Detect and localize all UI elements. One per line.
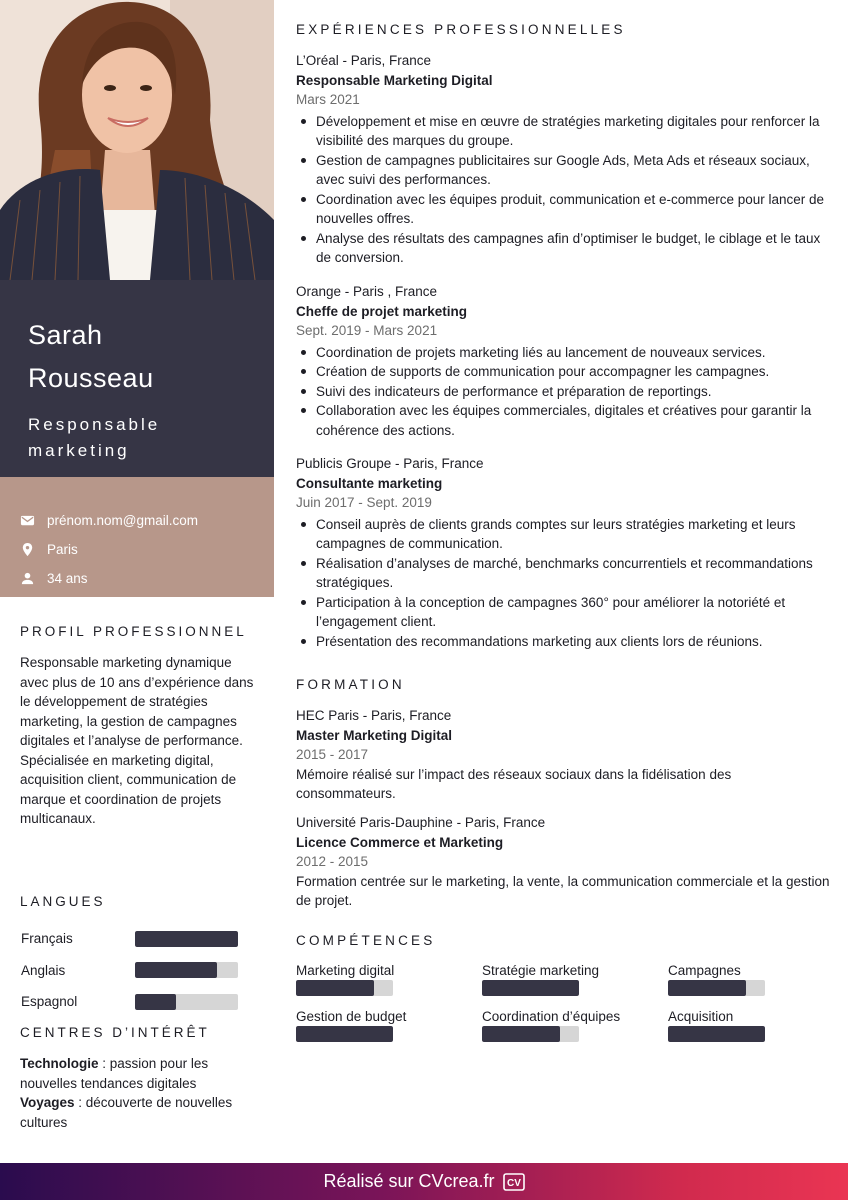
profile-text: Responsable marketing dynamique avec plus de 10 ans d’expérience dans le développement de stratégies marketing, la gestion de campagnes digitales et l’analyse de performance. Spécialisée en marketing digital, acquisition client, communication de marque et coordination de projets multicanaux. — [20, 655, 254, 826]
skill-level-bar — [296, 980, 393, 996]
contact-age — [20, 564, 274, 593]
bullet-item: Développement et mise en œuvre de stratégies marketing digitales pour renforcer la visibilité des marques du groupe. — [296, 112, 832, 151]
contact-email[interactable] — [20, 506, 274, 535]
bullet-item: Coordination de projets marketing liés au lancement de nouveaux services. — [296, 343, 832, 363]
profile-photo — [0, 0, 274, 280]
job-role: Responsable Marketing Digital — [296, 72, 493, 88]
interests-section — [20, 1025, 256, 1132]
bullet-item: Participation à la conception de campagnes 360° pour améliorer la notoriété et l’engagement client. — [296, 593, 832, 632]
interest-item — [20, 1093, 256, 1132]
language-name: Anglais — [21, 962, 66, 978]
skill-item — [668, 963, 808, 996]
age-text: 34 ans — [47, 571, 88, 586]
experience-entry — [296, 51, 832, 268]
job-title — [28, 412, 246, 464]
education-description: Formation centrée sur le marketing, la vente, la communication commerciale et la gestion de projet. — [296, 873, 830, 908]
last-name: Rousseau — [28, 363, 154, 393]
skill-level-bar — [668, 980, 765, 996]
interest-text: : découverte de nouvelles cultures — [20, 1095, 233, 1130]
bullet-item: Gestion de campagnes publicitaires sur Google Ads, Meta Ads et réseaux sociaux, avec suivi des performances. — [296, 151, 832, 190]
skill-name: Campagnes — [668, 963, 741, 978]
language-row — [20, 955, 256, 987]
interest-label: Technologie — [20, 1056, 99, 1071]
email-text: prénom.nom@gmail.com — [47, 513, 199, 528]
education-date: 2015 - 2017 — [296, 747, 369, 762]
education-entry — [296, 706, 832, 804]
language-row — [20, 923, 256, 955]
education-entry — [296, 813, 832, 911]
skill-name: Stratégie marketing — [482, 963, 600, 978]
employer: L’Oréal - Paris, France — [296, 53, 432, 68]
contact-location — [20, 535, 274, 564]
interest-text: : passion pour les nouvelles tendances digitales — [20, 1056, 209, 1091]
profile-section — [20, 624, 256, 829]
skill-item — [296, 1009, 436, 1042]
footer-banner[interactable] — [0, 1163, 848, 1200]
interests-list — [20, 1054, 256, 1132]
skill-level-bar — [482, 1026, 579, 1042]
education-heading: FORMATION — [296, 677, 405, 692]
language-level-bar — [135, 994, 238, 1010]
name-block — [0, 280, 274, 477]
language-name: Français — [21, 931, 73, 947]
experience-entry — [296, 282, 832, 440]
employer: Orange - Paris , France — [296, 284, 438, 299]
job-date: Mars 2021 — [296, 92, 360, 107]
location-text: Paris — [47, 542, 78, 557]
job-bullets — [296, 515, 832, 652]
bullet-item: Suivi des indicateurs de performance et préparation de reportings. — [296, 382, 832, 402]
experience-entry — [296, 454, 832, 651]
degree: Licence Commerce et Marketing — [296, 834, 504, 850]
mail-icon — [20, 513, 35, 528]
skill-name: Marketing digital — [296, 963, 395, 978]
job-role: Cheffe de projet marketing — [296, 303, 468, 319]
interests-heading: CENTRES D’INTÉRÊT — [20, 1025, 210, 1040]
bullet-item: Collaboration avec les équipes commerciales, digitales et créatives pour garantir la cohérence des actions. — [296, 401, 832, 440]
school: Université Paris-Dauphine - Paris, France — [296, 815, 546, 830]
skill-name: Gestion de budget — [296, 1009, 407, 1024]
interest-item — [20, 1054, 256, 1093]
job-title-line-1: Responsable — [28, 415, 161, 434]
job-bullets — [296, 343, 832, 441]
language-row — [20, 986, 256, 1018]
sidebar — [0, 0, 274, 1163]
first-name: Sarah — [28, 320, 103, 350]
language-level-bar — [135, 962, 238, 978]
job-role: Consultante marketing — [296, 475, 443, 491]
logo-text: CV — [506, 1177, 521, 1189]
experience-heading: EXPÉRIENCES PROFESSIONNELLES — [296, 22, 626, 37]
bullet-item: Analyse des résultats des campagnes afin d’optimiser le budget, le ciblage et le taux de conversion. — [296, 229, 832, 268]
job-title-line-2: marketing — [28, 441, 130, 460]
skill-level-bar — [482, 980, 579, 996]
bullet-item: Réalisation d’analyses de marché, benchmarks concurrentiels et recommandations stratégiques. — [296, 554, 832, 593]
education-date: 2012 - 2015 — [296, 854, 369, 869]
languages-section — [20, 894, 256, 1018]
portrait-illustration — [0, 0, 274, 280]
skill-item — [296, 963, 436, 996]
profile-heading: PROFIL PROFESSIONNEL — [20, 624, 247, 639]
job-date: Sept. 2019 - Mars 2021 — [296, 323, 438, 338]
languages-heading: LANGUES — [20, 894, 106, 909]
skill-name: Acquisition — [668, 1009, 734, 1024]
skill-item — [482, 1009, 622, 1042]
language-name: Espagnol — [21, 994, 78, 1010]
person-icon — [20, 571, 35, 586]
bullet-item: Création de supports de communication pour accompagner les campagnes. — [296, 362, 832, 382]
skill-level-bar — [296, 1026, 393, 1042]
bullet-item: Conseil auprès de clients grands comptes sur leurs stratégies marketing et leurs campagnes de communication. — [296, 515, 832, 554]
skill-item — [668, 1009, 808, 1042]
job-date: Juin 2017 - Sept. 2019 — [296, 495, 432, 510]
location-pin-icon — [20, 542, 35, 557]
degree: Master Marketing Digital — [296, 727, 453, 743]
language-level-bar — [135, 931, 238, 947]
education-description: Mémoire réalisé sur l’impact des réseaux sociaux dans la fidélisation des consommateurs. — [296, 766, 732, 801]
bullet-item: Coordination avec les équipes produit, communication et e-commerce pour lancer de nouvelles offres. — [296, 190, 832, 229]
languages-list — [20, 923, 256, 1018]
job-bullets — [296, 112, 832, 268]
skill-level-bar — [668, 1026, 765, 1042]
skills-heading: COMPÉTENCES — [296, 933, 436, 948]
school: HEC Paris - Paris, France — [296, 708, 452, 723]
bullet-item: Présentation des recommandations marketing aux clients lors de réunions. — [296, 632, 832, 652]
footer-text: Réalisé sur CVcrea.fr — [323, 1171, 495, 1191]
employer: Publicis Groupe - Paris, France — [296, 456, 484, 471]
interest-label: Voyages — [20, 1095, 75, 1110]
skill-item — [482, 963, 622, 996]
contact-block — [0, 477, 274, 597]
skill-name: Coordination d’équipes — [482, 1009, 621, 1024]
cvcrea-logo-icon — [503, 1173, 525, 1191]
